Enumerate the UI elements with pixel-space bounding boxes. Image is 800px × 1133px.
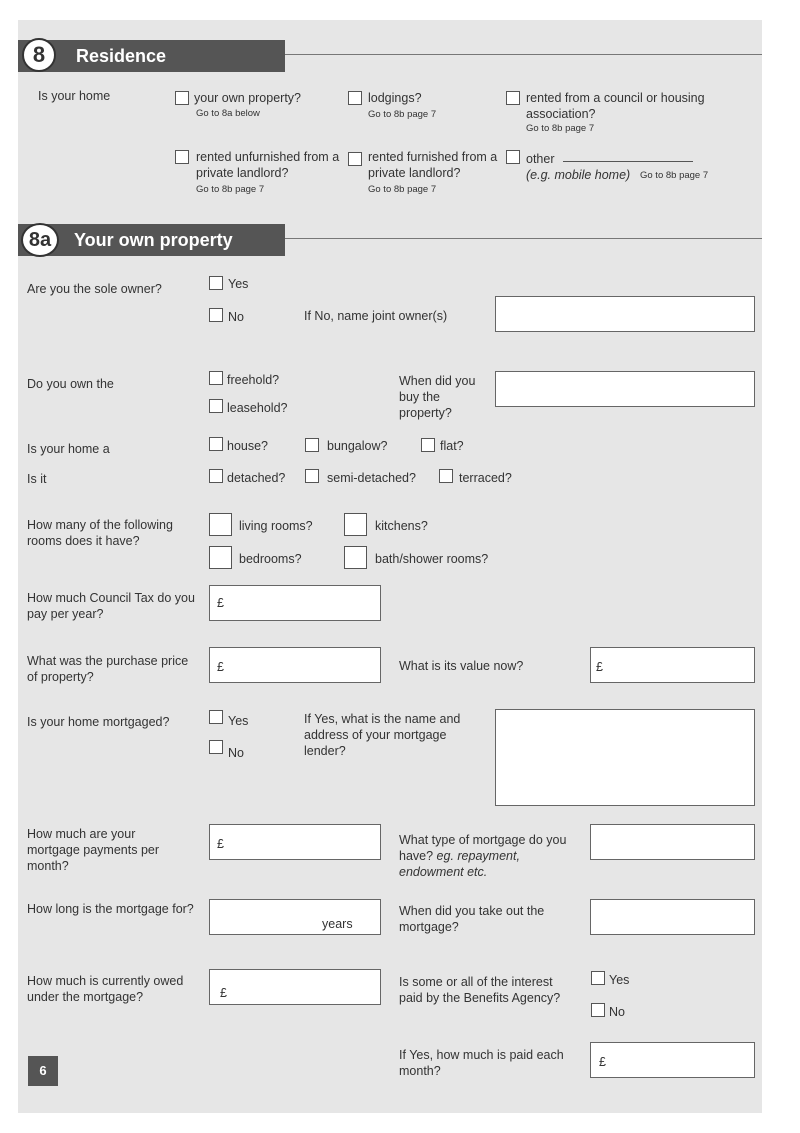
sole-owner-no-checkbox[interactable] <box>209 308 223 322</box>
council-tax-question: How much Council Tax do you pay per year? <box>27 591 195 621</box>
detached-label: detached? <box>227 471 286 485</box>
value-now-currency: £ <box>596 660 603 674</box>
furnished-note: Go to 8b page 7 <box>368 184 437 195</box>
section-8-header <box>18 40 285 72</box>
furnished-checkbox[interactable] <box>348 152 362 166</box>
own-property-checkbox[interactable] <box>175 91 189 105</box>
taken-out-input[interactable] <box>590 899 755 935</box>
living-rooms-label: living rooms? <box>239 519 313 533</box>
mortgaged-no-checkbox[interactable] <box>209 740 223 754</box>
owed-currency: £ <box>220 986 227 1000</box>
semi-detached-checkbox[interactable] <box>305 469 319 483</box>
mortgage-type-label <box>399 832 574 880</box>
council-tax-input[interactable] <box>209 585 381 621</box>
purchase-price-question: What was the purchase price of property? <box>27 654 189 684</box>
house-label: house? <box>227 439 269 453</box>
interest-yes-label: Yes <box>609 973 630 987</box>
monthly-paid-input[interactable] <box>590 1042 755 1078</box>
lender-label: If Yes, what is the name and address of your mortgage lender? <box>304 712 461 758</box>
joint-owner-label: If No, name joint owner(s) <box>304 309 448 323</box>
is-it-question: Is it <box>27 472 47 486</box>
mortgaged-question: Is your home mortgaged? <box>27 715 170 729</box>
mortgage-type-input[interactable] <box>590 824 755 860</box>
taken-out-label: When did you take out the mortgage? <box>399 904 545 934</box>
purchase-price-currency: £ <box>217 660 224 674</box>
flat-label: flat? <box>440 439 464 453</box>
mortgage-type-question: What type of mortgage do you have? <box>399 833 567 863</box>
value-now-label: What is its value now? <box>399 659 524 673</box>
flat-checkbox[interactable] <box>421 438 435 452</box>
other-note: Go to 8b page 7 <box>640 170 709 181</box>
section-8a-title: Your own property <box>74 230 233 250</box>
house-checkbox[interactable] <box>209 437 223 451</box>
length-unit: years <box>322 917 353 931</box>
lender-input[interactable] <box>495 709 755 806</box>
unfurnished-note: Go to 8b page 7 <box>196 184 265 195</box>
kitchens-label: kitchens? <box>375 519 428 533</box>
mortgage-type-example: eg. repayment, endowment etc. <box>399 849 520 879</box>
monthly-paid-label: If Yes, how much is paid each month? <box>399 1048 564 1078</box>
buy-date-label: When did you buy the property? <box>399 374 476 420</box>
council-rented-note: Go to 8b page 7 <box>526 123 595 134</box>
monthly-paid-currency: £ <box>599 1055 606 1069</box>
joint-owner-input[interactable] <box>495 296 755 332</box>
mortgaged-yes-label: Yes <box>228 714 249 728</box>
leasehold-label: leasehold? <box>227 401 288 415</box>
lodgings-checkbox[interactable] <box>348 91 362 105</box>
interest-no-checkbox[interactable] <box>591 1003 605 1017</box>
lodgings-label: lodgings? <box>368 91 422 105</box>
interest-label: Is some or all of the interest paid by the Benefits Agency? <box>399 975 561 1005</box>
terraced-checkbox[interactable] <box>439 469 453 483</box>
unfurnished-checkbox[interactable] <box>175 150 189 164</box>
payments-currency: £ <box>217 837 224 851</box>
bedrooms-label: bedrooms? <box>239 552 302 566</box>
purchase-price-input[interactable] <box>209 647 381 683</box>
home-type-question: Is your home a <box>27 442 110 456</box>
kitchens-count[interactable] <box>344 513 367 536</box>
section-8-title: Residence <box>76 46 167 66</box>
council-rented-checkbox[interactable] <box>506 91 520 105</box>
freehold-checkbox[interactable] <box>209 371 223 385</box>
bungalow-checkbox[interactable] <box>305 438 319 452</box>
section-8-rule <box>285 54 762 55</box>
length-question: How long is the mortgage for? <box>27 902 194 916</box>
buy-date-input[interactable] <box>495 371 755 407</box>
leasehold-checkbox[interactable] <box>209 399 223 413</box>
bathrooms-label: bath/shower rooms? <box>375 552 489 566</box>
unfurnished-label: rented unfurnished from a private landlord? <box>196 150 340 180</box>
other-label: other <box>526 152 555 166</box>
owed-input[interactable] <box>209 969 381 1005</box>
other-example: (e.g. mobile home) <box>526 168 631 182</box>
own-the-question: Do you own the <box>27 377 114 391</box>
sole-owner-no-label: No <box>228 310 244 324</box>
rooms-question: How many of the following rooms does it have? <box>27 518 173 548</box>
detached-checkbox[interactable] <box>209 469 223 483</box>
own-property-note: Go to 8a below <box>196 108 260 119</box>
mortgaged-yes-checkbox[interactable] <box>209 710 223 724</box>
interest-no-label: No <box>609 1005 625 1019</box>
semi-detached-label: semi-detached? <box>327 471 416 485</box>
other-write-line[interactable] <box>563 161 693 162</box>
other-checkbox[interactable] <box>506 150 520 164</box>
sole-owner-yes-checkbox[interactable] <box>209 276 223 290</box>
lodgings-note: Go to 8b page 7 <box>368 109 437 120</box>
council-tax-currency: £ <box>217 596 224 610</box>
form-page <box>18 20 762 1113</box>
furnished-label: rented furnished from a private landlord? <box>368 150 498 180</box>
length-input[interactable] <box>209 899 381 935</box>
section-8a-rule <box>285 238 762 239</box>
council-rented-label: rented from a council or housing association? <box>526 91 705 121</box>
section-8-number: 8 <box>22 38 56 72</box>
value-now-input[interactable] <box>590 647 755 683</box>
freehold-label: freehold? <box>227 373 280 387</box>
page-number: 6 <box>28 1056 58 1086</box>
terraced-label: terraced? <box>459 471 512 485</box>
sole-owner-yes-label: Yes <box>228 277 249 291</box>
interest-yes-checkbox[interactable] <box>591 971 605 985</box>
payments-question: How much are your mortgage payments per month? <box>27 827 160 873</box>
mortgaged-no-label: No <box>228 746 244 760</box>
payments-input[interactable] <box>209 824 381 860</box>
own-property-label: your own property? <box>194 91 302 105</box>
section-8a-number: 8a <box>21 223 59 257</box>
bedrooms-count[interactable] <box>209 546 232 569</box>
bathrooms-count[interactable] <box>344 546 367 569</box>
owed-question: How much is currently owed under the mortgage? <box>27 974 184 1004</box>
sole-owner-question: Are you the sole owner? <box>27 282 162 296</box>
home-question: Is your home <box>38 89 111 103</box>
living-rooms-count[interactable] <box>209 513 232 536</box>
bungalow-label: bungalow? <box>327 439 388 453</box>
